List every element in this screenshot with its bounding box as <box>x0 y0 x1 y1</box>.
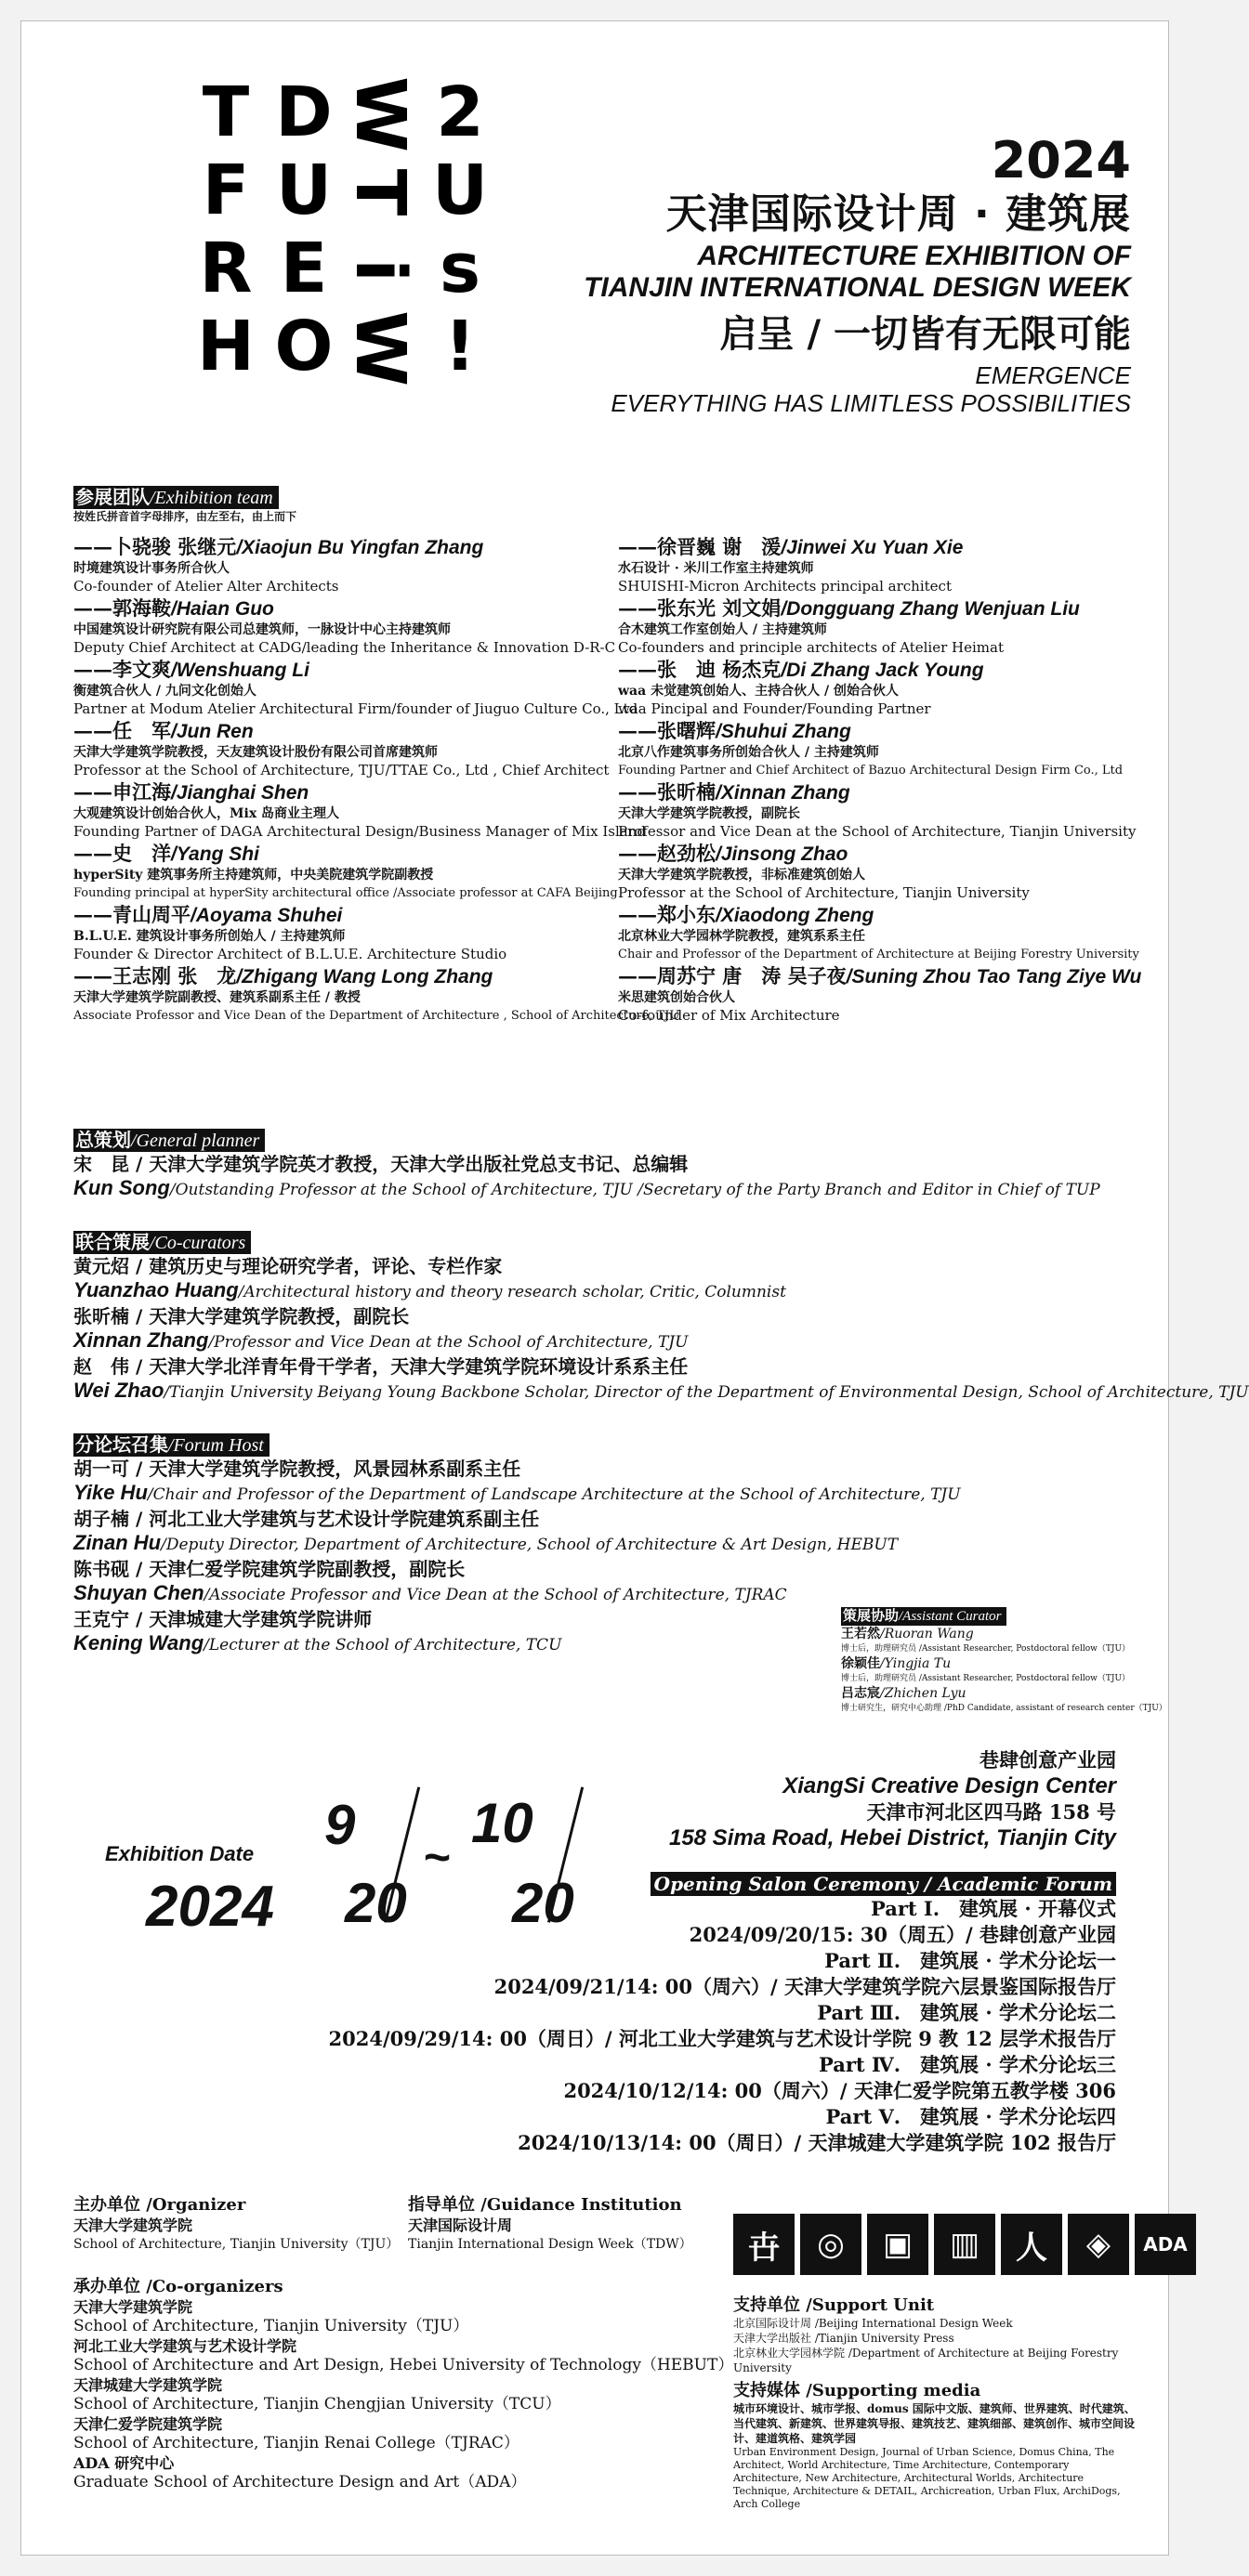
member-name <box>73 963 612 989</box>
member-title-cn: 天津大学建筑学院教授，非标准建筑创始人 <box>618 868 865 883</box>
member-name-en: /Wenshuang Li <box>171 660 309 681</box>
member-name-cn: ——李文爽 <box>73 658 171 681</box>
team-member <box>73 779 647 841</box>
schedule-line: Part Ⅲ. 建筑展 · 学术分论坛二 <box>817 2001 1116 2024</box>
member-title-en: SHUISHI-Micron Architects principal architect <box>618 578 952 595</box>
forum-list <box>73 1457 961 1657</box>
support-heading: 支持单位 /Support Unit <box>733 2295 935 2315</box>
venue-addr-en: 158 Sima Road, Hebei District, Tianjin City <box>668 1825 1116 1850</box>
schedule-heading: Opening Salon Ceremony / Academic Forum <box>651 1872 1116 1896</box>
member-name <box>73 902 612 928</box>
member-name <box>618 902 1157 928</box>
venue-en: XiangSi Creative Design Center <box>782 1773 1116 1798</box>
guidance <box>408 2195 692 2255</box>
coorganizers-list <box>73 2297 733 2492</box>
curators-item-name: Yuanzhao Huang <box>73 1278 239 1301</box>
member-title-en: Co-founder of Atelier Alter Architects <box>73 578 339 595</box>
theme-en-2: EVERYTHING HAS LIMITLESS POSSIBILITIES <box>611 389 1131 417</box>
team-note: 按姓氏拼音首字母排序，由左至右，由上而下 <box>73 510 297 523</box>
organizer-cn: 天津大学建筑学院 <box>73 2216 193 2234</box>
member-name-en: /Shuhui Zhang <box>716 721 851 742</box>
member-name <box>618 657 1157 683</box>
curators-list <box>73 1254 1249 1405</box>
member-title-cn: 天津大学建筑学院副教授、建筑系副系主任 / 教授 <box>73 990 361 1005</box>
member-name-en: /Jianghai Shen <box>171 782 309 804</box>
forum-item-en <box>73 1581 961 1607</box>
curators-item-desc: /Architectural history and theory research scholar, Critic, Columnist <box>238 1283 786 1301</box>
forum-item-cn: 胡一可 / 天津大学建筑学院教授，风景园林系副系主任 <box>73 1458 521 1480</box>
partner-logo-icon: 卋 <box>733 2214 795 2275</box>
member-name <box>618 779 1157 805</box>
planner-heading: 总策划/General planner <box>73 1129 265 1152</box>
member-name-en: /Zhigang Wang Long Zhang <box>236 966 493 987</box>
member-title-cn: waa 未觉建筑创始人、主持合伙人 / 创始合伙人 <box>618 684 899 699</box>
curators-item-en <box>73 1328 1249 1354</box>
theme-en-1: EMERGENCE <box>975 361 1131 389</box>
team-member <box>618 841 1157 902</box>
forum-heading: 分论坛召集/Forum Host <box>73 1433 270 1457</box>
forum-item-desc: /Lecturer at the School of Architecture, TCU <box>204 1636 562 1654</box>
assistant-name-cn: 吕志宸 <box>841 1686 880 1701</box>
curators-item-en <box>73 1278 1249 1304</box>
forum-item-en <box>73 1531 961 1557</box>
member-title-en: Chair and Professor of the Department of Architecture at Beijing Forestry University <box>618 948 1139 961</box>
assistant-name-en: /Yingjia Tu <box>880 1656 952 1671</box>
team-member <box>618 902 1157 963</box>
coorganizer-line: School of Architecture and Art Design, Hebei University of Technology（HEBUT） <box>73 2356 734 2374</box>
logo-glyph: D <box>275 72 329 152</box>
assistant-name <box>841 1685 1167 1702</box>
member-title-en: Associate Professor and Vice Dean of the Department of Architecture , School of Architecture, TJU <box>73 1009 680 1023</box>
assistant-section <box>841 1606 1167 1715</box>
member-title-en: Professor and Vice Dean at the School of Architecture, Tianjin University <box>618 823 1137 840</box>
member-title-cn: 北京林业大学园林学院教授，建筑系系主任 <box>618 929 865 944</box>
member-name-cn: ——张东光 刘文娟 <box>618 596 782 620</box>
title-en-1: ARCHITECTURE EXHIBITION OF <box>697 241 1131 271</box>
curators-item-desc: /Professor and Vice Dean at the School of Architecture, TJU <box>208 1333 689 1352</box>
member-title-cn: 时境建筑设计事务所合伙人 <box>73 561 230 576</box>
date-year: 2024 <box>146 1875 274 1939</box>
assistant-name-en: /Zhichen Lyu <box>880 1686 966 1701</box>
member-name-cn: ——赵劲松 <box>618 842 716 865</box>
coorganizers <box>73 2277 733 2492</box>
assistant-name-cn: 徐颖佳 <box>841 1656 880 1671</box>
team-right-column <box>618 534 1157 1025</box>
assistant-name <box>841 1655 1167 1672</box>
member-name-cn: ——郭海鞍 <box>73 596 171 620</box>
schedule-line: 2024/09/29/14: 00（周日）/ 河北工业大学建筑与艺术设计学院 9 教 12 层学术报告厅 <box>328 2027 1116 2050</box>
member-name-cn: ——郑小东 <box>618 903 716 926</box>
title-year: 2024 <box>991 131 1131 190</box>
logo-glyph: 2 <box>436 72 480 152</box>
logo-glyph: O <box>274 307 330 386</box>
media-en: Urban Environment Design, Journal of Urban Science, Domus China, The Architect, World Architecture, Time Architecture, Contemporary Architecture, New Architecture, Architectural Worlds, Architecture Technique, Architecture & DETAIL, Archicreation, Urban Flux, ArchiDogs, Arch College <box>733 2446 1121 2510</box>
member-title-cn: 合木建筑工作室创始人 / 主持建筑师 <box>618 622 827 637</box>
forum-item-cn: 王克宁 / 天津城建大学建筑学院讲师 <box>73 1608 373 1630</box>
forum-item-name: Yike Hu <box>73 1481 148 1504</box>
logo-glyph: R <box>199 229 249 308</box>
partner-logo-icon: ▣ <box>867 2214 928 2275</box>
schedule-list <box>329 1896 1116 2156</box>
member-name-en: /Yang Shi <box>171 843 259 865</box>
tdw-logo <box>189 72 505 475</box>
coorganizer-line: 天津仁爱学院建筑学院 <box>73 2415 223 2433</box>
coorganizer-line: Graduate School of Architecture Design and Art（ADA） <box>73 2473 527 2491</box>
member-title-en: waa Pincipal and Founder/Founding Partner <box>618 700 931 717</box>
partner-logo-icon: 人 <box>1001 2214 1062 2275</box>
partner-logo-icon: ▥ <box>934 2214 995 2275</box>
guidance-heading: 指导单位 /Guidance Institution <box>408 2195 682 2215</box>
organizer <box>73 2195 399 2255</box>
organizer-en: School of Architecture, Tianjin University（TJU） <box>73 2237 400 2252</box>
forum-item-cn: 陈书砚 / 天津仁爱学院建筑学院副教授，副院长 <box>73 1558 466 1580</box>
member-name-en: /Xinnan Zhang <box>716 782 850 804</box>
forum-item-en <box>73 1631 961 1657</box>
coorganizer-line: School of Architecture, Tianjin Renai College（TJRAC） <box>73 2434 519 2452</box>
member-name <box>618 595 1157 621</box>
guidance-en: Tianjin International Design Week（TDW） <box>408 2237 692 2252</box>
schedule-line: 2024/10/13/14: 00（周日）/ 天津城建大学建筑学院 102 报告厅 <box>518 2131 1116 2154</box>
team-member <box>73 657 638 718</box>
guidance-cn: 天津国际设计周 <box>408 2216 513 2234</box>
member-name-en: /Di Zhang Jack Young <box>781 660 984 681</box>
member-name-en: /Jinsong Zhao <box>716 843 848 865</box>
member-title-cn: 米思建筑创始合伙人 <box>618 990 735 1005</box>
forum-item-cn: 胡子楠 / 河北工业大学建筑与艺术设计学院建筑系副主任 <box>73 1508 540 1530</box>
date-start-month: 9 <box>324 1794 356 1856</box>
member-name-en: /Jun Ren <box>171 721 254 742</box>
team-member <box>618 963 1157 1025</box>
assistant-name-en: /Ruoran Wang <box>880 1627 974 1641</box>
curators-item-name: Wei Zhao <box>73 1379 164 1402</box>
member-name <box>618 841 1157 867</box>
venue-addr-cn: 天津市河北区四马路 158 号 <box>866 1800 1116 1824</box>
coorganizers-heading: 承办单位 /Co-organizers <box>73 2277 283 2296</box>
date-start-day: 20 <box>345 1872 407 1934</box>
logo-glyph: W <box>340 310 420 383</box>
assistant-desc: 博士后，助理研究员 /Assistant Researcher, Postdoctoral fellow（TJU） <box>841 1674 1131 1683</box>
member-name-en: /Xiaodong Zheng <box>716 905 874 926</box>
schedule-line: Part Ⅱ. 建筑展 · 学术分论坛一 <box>824 1949 1116 1972</box>
member-title-en: Partner at Modum Atelier Architectural Firm/founder of Jiuguo Culture Co., Ltd <box>73 700 638 717</box>
curators-item-name: Xinnan Zhang <box>73 1328 209 1352</box>
forum-item-desc: /Chair and Professor of the Department of Landscape Architecture at the School of Architecture, TJU <box>147 1485 961 1504</box>
member-name <box>73 657 612 683</box>
member-title-en: Founding Partner and Chief Architect of Bazuo Architectural Design Firm Co., Ltd <box>618 764 1124 778</box>
team-member <box>73 595 616 657</box>
member-title-cn: hyperSity 建筑事务所主持建筑师，中央美院建筑学院副教授 <box>73 868 434 883</box>
coorganizer-line: ADA 研究中心 <box>73 2454 175 2472</box>
team-member <box>73 841 618 902</box>
logo-glyph: i <box>340 258 420 279</box>
schedule-line: 2024/09/21/14: 00（周六）/ 天津大学建筑学院六层景鉴国际报告厅 <box>493 1975 1116 1998</box>
member-name-en: /Jinwei Xu Yuan Xie <box>781 537 964 558</box>
member-name-cn: ——徐晋巍 谢 湲 <box>618 535 782 558</box>
member-name-en: /Dongguang Zhang Wenjuan Liu <box>781 598 1080 620</box>
member-title-en: Founding principal at hyperSity architectural office /Associate professor at CAFA Beijing <box>73 886 618 900</box>
media-heading: 支持媒体 /Supporting media <box>733 2381 981 2400</box>
team-member <box>73 534 612 595</box>
member-name-en: /Xiaojun Bu Yingfan Zhang <box>236 537 484 558</box>
forum-item-desc: /Deputy Director, Department of Architecture, School of Architecture & Art Design, HEBUT <box>161 1536 899 1554</box>
assistant-desc: 博士后，助理研究员 /Assistant Researcher, Postdoctoral fellow（TJU） <box>841 1644 1131 1654</box>
team-member <box>618 779 1157 841</box>
member-name <box>618 718 1157 744</box>
curators-item-cn: 黄元炤 / 建筑历史与理论研究学者，评论、专栏作家 <box>73 1255 503 1277</box>
member-title-cn: 中国建筑设计研究院有限公司总建筑师，一脉设计中心主持建筑师 <box>73 622 451 637</box>
logo-glyph: s <box>439 229 478 308</box>
member-name-cn: ——青山周平 <box>73 903 191 926</box>
member-name-cn: ——卜骁骏 张继元 <box>73 535 237 558</box>
support-line: 北京国际设计周 /Beijing International Design Week <box>733 2317 1013 2330</box>
organizer-heading: 主办单位 /Organizer <box>73 2195 246 2215</box>
support <box>733 2295 1168 2375</box>
member-title-cn: 天津大学建筑学院教授，副院长 <box>618 806 800 821</box>
date-tilde: ~ <box>423 1831 451 1883</box>
member-name-en: /Haian Guo <box>171 598 274 620</box>
member-title-cn: B.L.U.E. 建筑设计事务所创始人 / 主持建筑师 <box>73 929 346 944</box>
member-title-en: Professor at the School of Architecture, TJU/TTAE Co., Ltd , Chief Architect <box>73 762 610 778</box>
member-title-cn: 天津大学建筑学院教授，天友建筑设计股份有限公司首席建筑师 <box>73 745 438 760</box>
theme-cn: 启呈 / 一切皆有无限可能 <box>719 313 1131 356</box>
member-title-cn: 衡建筑合伙人 / 九问文化创始人 <box>73 684 256 699</box>
partner-logo-icon: ◈ <box>1068 2214 1129 2275</box>
logo-glyph: F <box>202 150 246 230</box>
member-name <box>73 779 612 805</box>
poster <box>20 20 1249 2556</box>
curators-item-cn: 赵 伟 / 天津大学北洋青年骨干学者，天津大学建筑学院环境设计系系主任 <box>73 1355 689 1378</box>
schedule-line: Part Ⅰ. 建筑展 · 开幕仪式 <box>871 1897 1116 1920</box>
member-title-cn: 水石设计 · 米川工作室主持建筑师 <box>618 561 814 576</box>
assistant-list <box>841 1626 1167 1715</box>
support-line: 天津大学出版社 /Tianjin University Press <box>733 2332 954 2345</box>
logo-glyph: E <box>280 229 324 308</box>
member-title-cn: 北京八作建筑事务所创始合伙人 / 主持建筑师 <box>618 745 879 760</box>
partner-logos <box>733 2214 1196 2275</box>
logo-glyph: U <box>275 150 329 230</box>
logo-glyph: U <box>431 150 485 230</box>
coorganizer-line: 河北工业大学建筑与艺术设计学院 <box>73 2337 297 2355</box>
partner-logo-icon: ◎ <box>800 2214 861 2275</box>
coorganizer-line: 天津城建大学建筑学院 <box>73 2376 223 2394</box>
member-name-cn: ——申江海 <box>73 780 171 804</box>
team-member <box>618 534 1157 595</box>
forum-item-desc: /Associate Professor and Vice Dean at the School of Architecture, TJRAC <box>204 1586 787 1604</box>
forum-item-name: Zinan Hu <box>73 1531 162 1554</box>
partner-logo-icon: ADA <box>1135 2214 1196 2275</box>
schedule-line: Part Ⅳ. 建筑展 · 学术分论坛三 <box>819 2053 1116 2076</box>
coorganizer-line: School of Architecture, Tianjin University（TJU） <box>73 2317 469 2335</box>
planner-section <box>73 1129 1100 1202</box>
logo-glyph: H <box>197 307 251 386</box>
member-title-en: Founder & Director Architect of B.L.U.E. Architecture Studio <box>73 946 507 962</box>
member-title-en: Professor at the School of Architecture, Tianjin University <box>618 884 1030 901</box>
assistant-desc: 博士研究生，研究中心助理 /PhD Candidate, assistant of research center（TJU） <box>841 1704 1167 1713</box>
date-label: Exhibition Date <box>105 1842 255 1865</box>
media-cn: 城市环境设计、城市学报、domus 国际中文版、建筑师、世界建筑、时代建筑、当代建筑、新建筑、世界建筑导报、建筑技艺、建筑细部、建筑创作、城市空间设计、建道筑格、建筑学园 <box>733 2402 1136 2445</box>
assistant-heading: 策展协助/Assistant Curator <box>841 1607 1006 1626</box>
member-name <box>73 534 612 560</box>
title-cn: 天津国际设计周 · 建筑展 <box>665 190 1131 238</box>
assistant-name <box>841 1626 1167 1642</box>
member-name-cn: ——张曙辉 <box>618 719 716 742</box>
member-name <box>73 595 612 621</box>
member-name-cn: ——王志刚 张 龙 <box>73 964 237 987</box>
coorganizer-line: 天津大学建筑学院 <box>73 2298 193 2316</box>
forum-item-name: Shuyan Chen <box>73 1581 204 1604</box>
team-heading: 参展团队/Exhibition team <box>73 486 279 509</box>
assistant-name-cn: 王若然 <box>841 1627 880 1641</box>
schedule-line: Part Ⅴ. 建筑展 · 学术分论坛四 <box>825 2105 1116 2128</box>
title-block <box>584 133 1131 417</box>
planner-cn: 宋 昆 / 天津大学建筑学院英才教授，天津大学出版社党总支书记、总编辑 <box>73 1153 689 1175</box>
member-title-cn: 大观建筑设计创始合伙人，Mix 岛商业主理人 <box>73 806 340 821</box>
curators-heading: 联合策展/Co-curators <box>73 1231 251 1254</box>
schedule <box>329 1872 1116 2156</box>
venue-cn: 巷肆创意产业园 <box>979 1748 1116 1772</box>
title-en-2: TIANJIN INTERNATIONAL DESIGN WEEK <box>584 272 1131 303</box>
support-line: 北京林业大学园林学院 /Department of Architecture at Beijing Forestry University <box>733 2347 1119 2374</box>
member-title-en: Co-founder of Mix Architecture <box>618 1007 840 1024</box>
team-header <box>73 486 296 524</box>
support-list <box>733 2316 1168 2375</box>
media <box>733 2381 1138 2511</box>
team-member <box>618 595 1157 657</box>
member-name-cn: ——张 迪 杨杰克 <box>618 658 782 681</box>
member-title-en: Deputy Chief Architect at CADG/leading the Inheritance & Innovation D-R-C <box>73 639 616 656</box>
team-member <box>73 902 612 963</box>
date-end-month: 10 <box>471 1792 533 1854</box>
member-name <box>618 963 1157 989</box>
team-member <box>73 718 612 779</box>
member-name-cn: ——周苏宁 唐 涛 吴子夜 <box>618 964 847 987</box>
curators-item-cn: 张昕楠 / 天津大学建筑学院教授，副院长 <box>73 1305 410 1327</box>
date-end-day: 20 <box>512 1872 574 1934</box>
forum-item-en <box>73 1481 961 1507</box>
venue <box>669 1747 1116 1851</box>
curators-item-en <box>73 1379 1249 1405</box>
member-title-en: Founding Partner of DAGA Architectural Design/Business Manager of Mix Island <box>73 823 647 840</box>
curators-section <box>73 1231 1249 1405</box>
logo-glyph: T <box>202 72 246 152</box>
logo-glyph: W <box>340 76 420 149</box>
member-name <box>73 718 612 744</box>
member-name <box>618 534 1157 560</box>
member-name-cn: ——史 洋 <box>73 842 171 865</box>
member-title-en: Co-founders and principle architects of Atelier Heimat <box>618 639 1004 656</box>
member-name-en: /Suning Zhou Tao Tang Ziye Wu <box>846 966 1142 987</box>
schedule-line: 2024/10/12/14: 00（周六）/ 天津仁爱学院第五教学楼 306 <box>563 2079 1116 2102</box>
schedule-line: 2024/09/20/15: 30（周五）/ 巷肆创意产业园 <box>689 1923 1116 1946</box>
member-name <box>73 841 612 867</box>
team-member <box>618 718 1157 779</box>
coorganizer-line: School of Architecture, Tianjin Chengjian University（TCU） <box>73 2395 561 2413</box>
member-name-cn: ——任 军 <box>73 719 171 742</box>
logo-glyph: ! <box>444 307 472 386</box>
curators-item-desc: /Tianjin University Beiyang Young Backbone Scholar, Director of the Department of Environmental Design, School of Architecture, TJU <box>164 1383 1249 1402</box>
logo-glyph: T <box>340 168 420 213</box>
forum-section <box>73 1433 961 1657</box>
planner-en: Kun Song/Outstanding Professor at the School of Architecture, TJU /Secretary of the Party Branch and Editor in Chief of TUP <box>73 1176 1100 1199</box>
member-name-en: /Aoyama Shuhei <box>191 905 343 926</box>
team-member <box>618 657 1157 718</box>
forum-item-name: Kening Wang <box>73 1631 204 1654</box>
member-name-cn: ——张昕楠 <box>618 780 716 804</box>
